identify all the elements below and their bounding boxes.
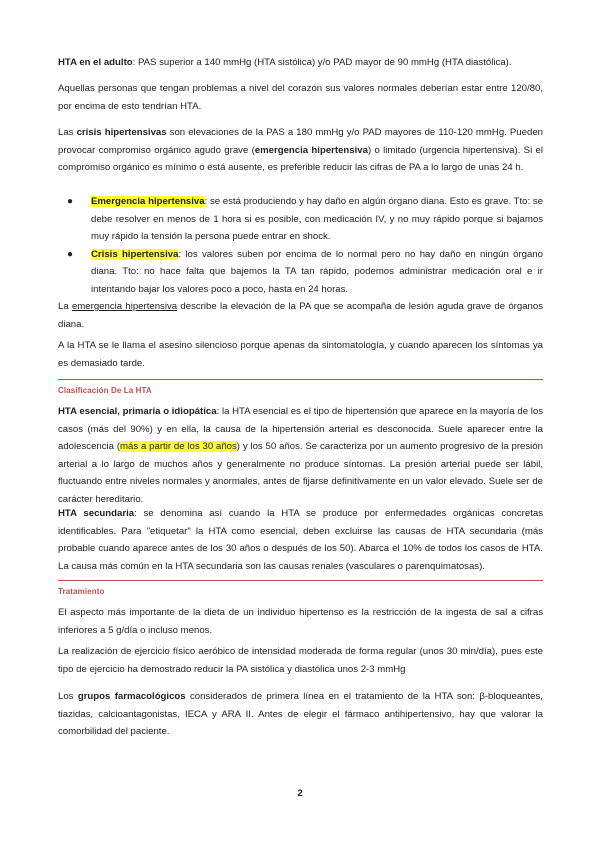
text-hta-adulto: : PAS superior a 140 mmHg (HTA sistólica) y/o PAD mayor de 90 mmHg (HTA diastólica). [132,57,512,68]
list-item: ● Emergencia hipertensiva: se está produciendo y hay daño en algún órgano diana. Esto es grave. Tto: se debe resolver en menos de 1 hora si es posible, con medicación IV, y no muy rápido porque si bajamos muy rápido la tensión la persona puede entrar en shock. [58,193,543,246]
term-crisis-hipertensivas: crisis hipertensivas [76,127,167,138]
paragraph-crisis: Las crisis hipertensivas son elevaciones de la PAS a 180 mmHg y/o PAD mayores de 110-120 mmHg. Pueden provocar compromiso orgánico agudo grave (emergencia hipertensiva) o limitado (urgencia hipertensiva). Si el compromiso orgánico es mínimo o está ausente, es preferible reducir las cifras de PA a lo largo de unas 24 h. [58,127,543,173]
paragraph-hta-adulto [58,54,543,72]
paragraph-hta-secundaria: HTA secundaria: se denomina así cuando la HTA se produce por enfermedades orgánicas concretas identificables. Para "etiquetar" la HTA como esencial, deben excluirse las causas de HTA secundaria (más probable cuando aparece antes de los 30 años o después de los 50). Abarca el 10% de todos los casos de HTA. La causa más común en la HTA secundaria son las causas renales (vasculares o parenquimatosas). [58,508,543,572]
term-highlight: Crisis hipertensiva [91,248,179,260]
paragraph-asesino-silencioso: A la HTA se le llama el asesino silencioso porque apenas da sintomatología, y cuando aparecen los síntomas ya es demasiado tarde. [58,340,543,369]
term-highlight: Emergencia hipertensiva [91,196,205,207]
term-emergencia-underlined: emergencia hipertensiva [71,301,178,312]
bullet-icon: ● [67,248,74,260]
term-hta-esencial: HTA esencial, primaria o idiopática [58,406,217,417]
term-hta-adulto: HTA en el adulto [58,57,133,68]
section-heading-clasificacion: Clasificación De La HTA [58,386,152,395]
paragraph-dieta: El aspecto más importante de la dieta de un individuo hipertenso es la restricción de la ingesta de sal a cifras inferiores a 5 g/día o incluso menos. [58,607,543,636]
paragraph-emergencia: La emergencia hipertensiva describe la elevación de la PA que se acompaña de lesión aguda grave de órganos diana. [58,301,544,330]
section-heading-tratamiento: Tratamiento [58,587,105,596]
page-number: 2 [297,788,303,799]
section-divider [58,379,543,380]
term-emergencia-hipertensiva: emergencia hipertensiva [254,144,368,156]
paragraph-farmacologicos: Los grupos farmacológicos considerados de primera línea en el tratamiento de la HTA son: β-bloqueantes, tiazidas, calcioantagonistas, IECA y ARA II. Antes de elegir el fármaco antihipertensivo, hay que valorar la comorbilidad del paciente. [58,691,543,737]
bullet-icon: ● [67,196,74,207]
term-grupos-farmacologicos: grupos farmacológicos [77,691,186,702]
paragraph-corazon: Aquellas personas que tengan problemas a nivel del corazón sus valores normales deberían estar entre 120/80, por encima de esto tendrían HTA. [58,83,543,112]
section-divider [58,580,543,581]
bullet-list [58,193,543,298]
term-hta-secundaria: HTA secundaria [58,508,135,519]
highlight-edad: más a partir de los 30 años [120,441,237,452]
paragraph-ejercicio: La realización de ejercicio físico aeróbico de intensidad moderada de forma regular (unos 30 min/día), pues este tipo de ejercicio ha demostrado reducir la PA sistólica y diastólica unos 2-3 mmHg [58,646,543,675]
paragraph-hta-esencial: HTA esencial, primaria o idiopática: la HTA esencial es el tipo de hipertensión que aparece en la mayoría de los casos (más del 90%) y en ella, la causa de la hipertensión arterial es desconocida. Suele aparecer entre la adolescencia (más a partir de los 30 años) y los 50 años. Se caracteriza por un aumento progresivo de la presión arterial a lo largo de muchos años y generalmente no produce síntomas. La presión arterial puede ser lábil, fluctuando entre niveles normales y anormales, antes de fijarse definitivamente en un valor elevado. Suele ser de carácter hereditario. [58,406,544,505]
list-item: ● Crisis hipertensiva: los valores suben por encima de lo normal pero no hay daño en ningún órgano diana. Tto: no hace falta que bajemos la TA tan rápido, podemos administrar medicación oral e ir intentando bajar los valores poco a poco, hasta en 24 horas. [58,246,543,299]
